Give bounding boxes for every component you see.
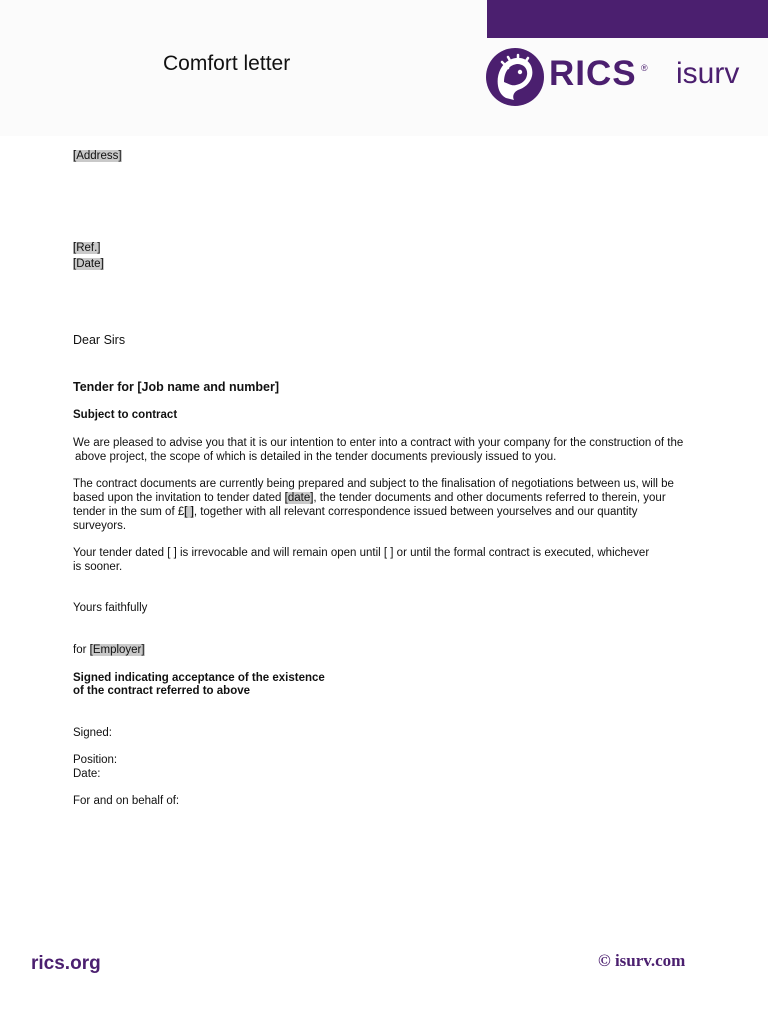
date-field: [Date]	[73, 258, 104, 270]
ref-field: [Ref.]	[73, 242, 101, 254]
paragraph-3-line-2: is sooner.	[73, 561, 123, 573]
position-label: Position:	[73, 754, 118, 766]
paragraph-1-line-2: above project, the scope of which is detailed in the tender documents previously issued to you.	[75, 451, 557, 463]
tender-sum-field: [ ]	[184, 506, 194, 518]
employer-field: [Employer]	[89, 644, 145, 656]
paragraph-3-line-1: Your tender dated [ ] is irrevocable and will remain open until [ ] or until the formal contract is executed, whichever	[73, 547, 650, 559]
signed-label: Signed:	[73, 727, 113, 739]
footer-rics-link[interactable]: rics.org	[31, 953, 101, 974]
brand-bar	[487, 0, 768, 38]
rics-lion-icon	[484, 46, 546, 108]
tender-date-field: [date]	[284, 492, 314, 504]
registered-mark: ®	[641, 63, 648, 73]
employer-line: for [Employer]	[73, 644, 145, 656]
isurv-wordmark: isurv	[676, 57, 740, 90]
date-label: Date:	[73, 768, 101, 780]
closing: Yours faithfully	[73, 602, 148, 614]
acceptance-line-1: Signed indicating acceptance of the existence	[73, 672, 325, 684]
acceptance-line-2: of the contract referred to above	[73, 685, 251, 697]
paragraph-2-line-2: based upon the invitation to tender dated [date], the tender documents and other documents referred to therein, your	[73, 492, 666, 504]
paragraph-2-line-1: The contract documents are currently being prepared and subject to the finalisation of negotiations between us, will be	[73, 478, 674, 490]
letter-subheading: Subject to contract	[73, 409, 178, 421]
rics-wordmark: RICS	[549, 54, 637, 93]
paragraph-2-line-3: tender in the sum of £[ ], together with all relevant correspondence issued between yourselves and our quantity	[73, 506, 638, 518]
address-field: [Address]	[73, 150, 122, 162]
footer-isurv-copyright[interactable]: © isurv.com	[598, 951, 686, 970]
paragraph-2-line-4: surveyors.	[73, 520, 127, 532]
salutation: Dear Sirs	[73, 333, 126, 347]
letter-heading: Tender for [Job name and number]	[73, 380, 280, 394]
paragraph-1-line-1: We are pleased to advise you that it is our intention to enter into a contract with your company for the construction of the	[73, 437, 684, 449]
on-behalf-label: For and on behalf of:	[73, 795, 180, 807]
document-title: Comfort letter	[163, 52, 291, 75]
